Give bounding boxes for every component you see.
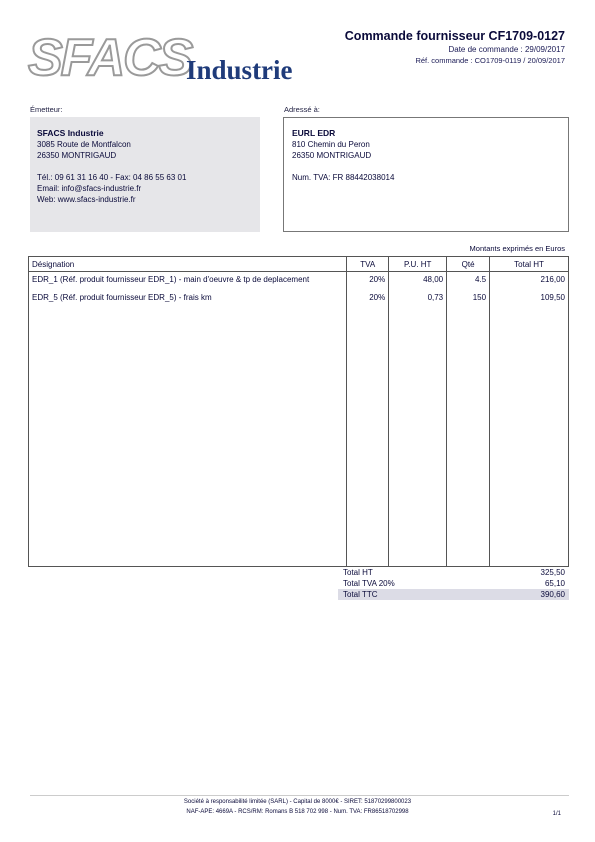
order-reference: Réf. commande : CO1709-0119 / 20/09/2017 (415, 56, 565, 65)
cell-designation: EDR_1 (Réf. produit fournisseur EDR_1) - main d'oeuvre & tp de deplacement (29, 272, 347, 291)
footer-legal-line2: NAF-APE: 4669A - RCS/RM: Romans B 518 702 998 - Num. TVA: FR86518702998 (186, 809, 409, 815)
recipient-name: EURL EDR (292, 128, 336, 138)
page-number: 1/1 (552, 811, 561, 817)
table-header-row (29, 257, 569, 272)
cell-total-ht: 109,50 (490, 290, 569, 308)
cell-tva: 20% (347, 290, 389, 308)
recipient-address-line1: 810 Chemin du Peron (292, 140, 370, 149)
emitter-box (30, 117, 260, 232)
currency-note: Montants exprimés en Euros (469, 244, 565, 253)
cell-quantity: 150 (447, 290, 490, 308)
emitter-email: Email: info@sfacs-industrie.fr (37, 184, 142, 193)
logo-brand-text: SFACS (28, 29, 192, 87)
col-header-tva: TVA (347, 257, 389, 272)
table-row (29, 272, 569, 291)
cell-unit-price: 48,00 (389, 272, 447, 291)
total-ht-value: 325,50 (540, 568, 565, 577)
emitter-label: Émetteur: (30, 105, 63, 114)
recipient-vat: Num. TVA: FR 88442038014 (292, 173, 395, 182)
table-empty-space (29, 308, 569, 567)
emitter-address-line1: 3085 Route de Montfalcon (37, 140, 131, 149)
col-header-designation: Désignation (29, 257, 347, 272)
col-header-unit-price: P.U. HT (389, 257, 447, 272)
footer-legal-line1: Société à responsabilité limitée (SARL) - Capital de 8000€ - SIRET: 51870299800023 (183, 799, 412, 805)
total-ttc-label: Total TTC (343, 590, 378, 599)
company-logo (28, 30, 318, 86)
col-header-quantity: Qté (447, 257, 490, 272)
total-tva-label: Total TVA 20% (343, 579, 395, 588)
recipient-box (283, 117, 569, 232)
total-ttc-value: 390,60 (540, 590, 565, 599)
cell-total-ht: 216,00 (490, 272, 569, 291)
cell-quantity: 4.5 (447, 272, 490, 291)
cell-unit-price: 0,73 (389, 290, 447, 308)
emitter-address-line2: 26350 MONTRIGAUD (37, 151, 117, 160)
emitter-website: Web: www.sfacs-industrie.fr (37, 195, 136, 204)
total-tva-row (338, 578, 569, 589)
total-ht-label: Total HT (343, 568, 373, 577)
col-header-total-ht: Total HT (490, 257, 569, 272)
total-tva-value: 65,10 (544, 579, 565, 588)
cell-designation: EDR_5 (Réf. produit fournisseur EDR_5) - frais km (29, 290, 347, 308)
order-date: Date de commande : 29/09/2017 (448, 45, 565, 54)
emitter-phone: Tél.: 09 61 31 16 40 - Fax: 04 86 55 63 01 (37, 173, 187, 182)
document-title: Commande fournisseur CF1709-0127 (344, 29, 565, 43)
footer-divider (30, 795, 569, 796)
cell-tva: 20% (347, 272, 389, 291)
order-lines-table (28, 256, 569, 567)
logo-suffix-text: Industrie (186, 55, 293, 85)
recipient-address-line2: 26350 MONTRIGAUD (292, 151, 372, 160)
emitter-name: SFACS Industrie (37, 128, 104, 138)
recipient-label: Adressé à: (284, 105, 320, 114)
total-ttc-row (338, 589, 569, 600)
total-ht-row (338, 567, 569, 578)
table-row (29, 290, 569, 308)
